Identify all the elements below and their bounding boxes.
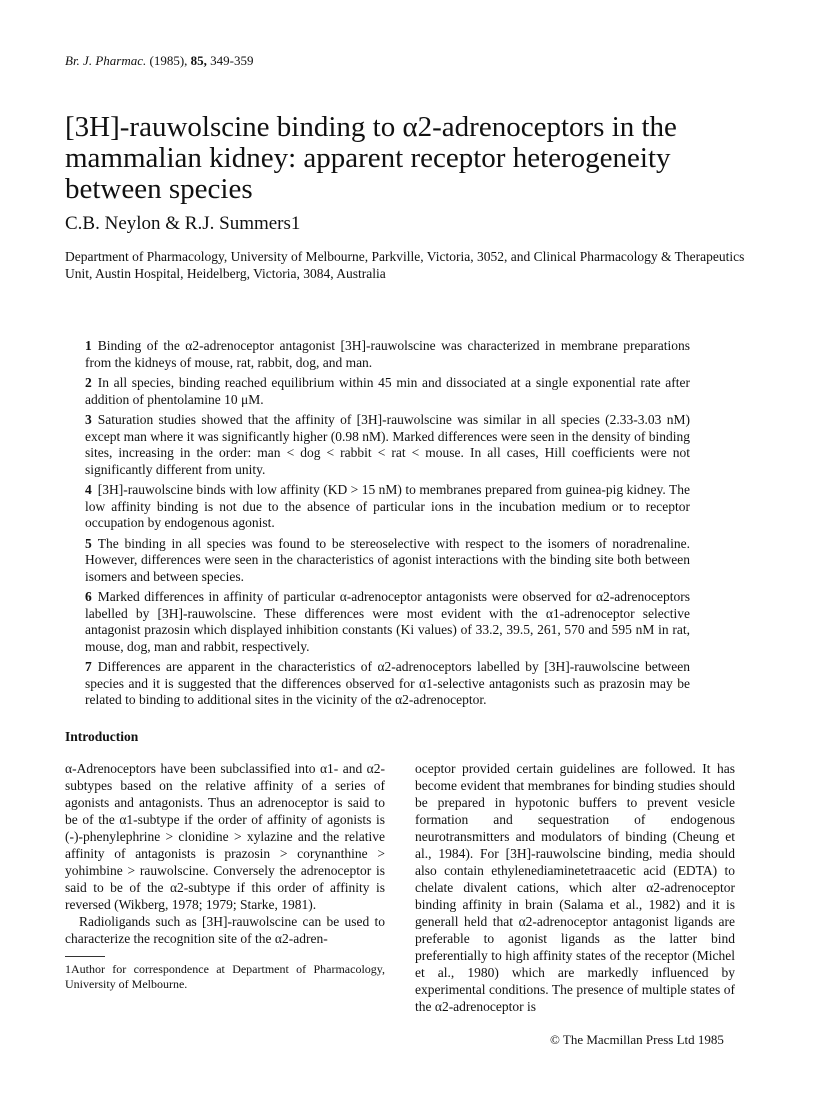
abstract <box>85 338 690 713</box>
journal-citation <box>65 53 254 69</box>
abstract-point <box>85 412 690 478</box>
journal-volume: 85, <box>190 53 207 68</box>
journal-name: Br. J. Pharmac. <box>65 53 147 68</box>
abstract-number: 4 <box>85 482 92 497</box>
abstract-number: 6 <box>85 589 92 604</box>
abstract-number: 5 <box>85 535 92 551</box>
abstract-number: 1 <box>85 338 92 353</box>
paper-title: [3H]-rauwolscine binding to α2-adrenoceptors in the mammalian kidney: apparent receptor heterogeneity between species <box>65 111 677 205</box>
abstract-text: [3H]-rauwolscine binds with low affinity (KD > 15 nM) to membranes prepared from guinea-pig kidney. The low affinity binding is not due to the absence of particular ions in the incubation medium or to receptor occupation by endogenous agonist. <box>85 482 690 530</box>
abstract-point <box>85 482 690 532</box>
abstract-number: 3 <box>85 412 92 427</box>
body-paragraph: α-Adrenoceptors have been subclassified into α1- and α2-subtypes based on the relative affinity of a series of agonists and antagonists. Thus an adrenoceptor is said to be of the α1-subtype if the order of affinity of agonists is (-)-phenylephrine > clonidine > xylazine and the relative affinity of antagonists is prazosin > corynanthine > yohimbine > rauwolscine. Conversely the adrenoceptor is said to be of the α2-subtype if this order of affinity is reversed (Wikberg, 1978; 1979; Starke, 1981). <box>65 761 385 912</box>
abstract-text: Marked differences in affinity of particular α-adrenoceptor antagonists were observed for α2-adrenoceptors labelled by [3H]-rauwolscine. These differences were most evident with the α1-adrenoceptor selective antagonist prazosin which displayed inhibition constants (Ki values) of 33.2, 39.5, 261, 570 and 595 nM in rat, mouse, dog, man and rabbit, respectively. <box>85 589 690 654</box>
affiliation: Department of Pharmacology, University of Melbourne, Parkville, Victoria, 3052, and Clinical Pharmacology & Therapeutics Unit, Austin Hospital, Heidelberg, Victoria, 3084, Australia <box>65 249 745 281</box>
journal-pages: 349-359 <box>210 53 254 68</box>
abstract-text: The binding in all species was found to be stereoselective with respect to the isomers of noradrenaline. However, differences were seen in the characteristics of agonist interactions with the binding site both between isomers and between species. <box>85 535 690 584</box>
journal-year: (1985), <box>149 53 188 68</box>
section-heading-introduction: Introduction <box>65 729 139 744</box>
abstract-text: Binding of the α2-adrenoceptor antagonist [3H]-rauwolscine was characterized in membrane preparations from the kidneys of mouse, rat, rabbit, dog, and man. <box>85 338 690 370</box>
abstract-point <box>85 536 690 586</box>
abstract-number: 7 <box>85 659 92 674</box>
copyright-notice: © The Macmillan Press Ltd 1985 <box>550 1032 724 1047</box>
author-list: C.B. Neylon & R.J. Summers1 <box>65 213 301 234</box>
abstract-text: Saturation studies showed that the affinity of [3H]-rauwolscine was similar in all species (2.33-3.03 nM) except man where it was significantly higher (0.98 nM). Marked differences were seen in the density of binding sites, increasing in the order: man < dog < rabbit < rat < mouse. In all cases, Hill coefficients were not significantly different from unity. <box>85 412 690 477</box>
body-column-left <box>65 760 385 947</box>
abstract-text: Differences are apparent in the characteristics of α2-adrenoceptors labelled by [3H]-rauwolscine between species and it is suggested that the differences observed for α1-selective antagonists such as prazosin may be related to binding to additional sites in the vicinity of the α2-adrenoceptor. <box>85 659 690 707</box>
body-paragraph: Radioligands such as [3H]-rauwolscine can be used to characterize the recognition site of the α2-adren- <box>65 914 385 946</box>
abstract-point <box>85 375 690 408</box>
body-paragraph: oceptor provided certain guidelines are followed. It has become evident that membranes for binding studies should be prepared in hypotonic buffers to prevent vesicle formation and sequestration of endogenous neurotransmitters and modulators of binding (Cheung et al., 1984). For [3H]-rauwolscine binding, media should also contain ethylenediaminetetraacetic acid (EDTA) to chelate divalent cations, which alter α2-adrenoceptor binding affinity in brain (Salama et al., 1982) and it is generall held that α2-adrenoceptor antagonist ligands are preferable to agonist ligands as the latter bind preferentially to high affinity states of the receptor (Michel et al., 1980) which are markedly influenced by experimental conditions. The presence of multiple states of the α2-adrenoceptor is <box>415 761 735 1014</box>
abstract-point <box>85 338 690 371</box>
abstract-point <box>85 659 690 709</box>
abstract-point <box>85 589 690 655</box>
abstract-text: In all species, binding reached equilibrium within 45 min and dissociated at a single exponential rate after addition of phentolamine 10 μM. <box>85 375 690 407</box>
footnote: 1Author for correspondence at Department of Pharmacology, University of Melbourne. <box>65 962 385 991</box>
footnote-divider <box>65 956 105 957</box>
body-column-right <box>415 760 735 1015</box>
abstract-number: 2 <box>85 375 92 390</box>
